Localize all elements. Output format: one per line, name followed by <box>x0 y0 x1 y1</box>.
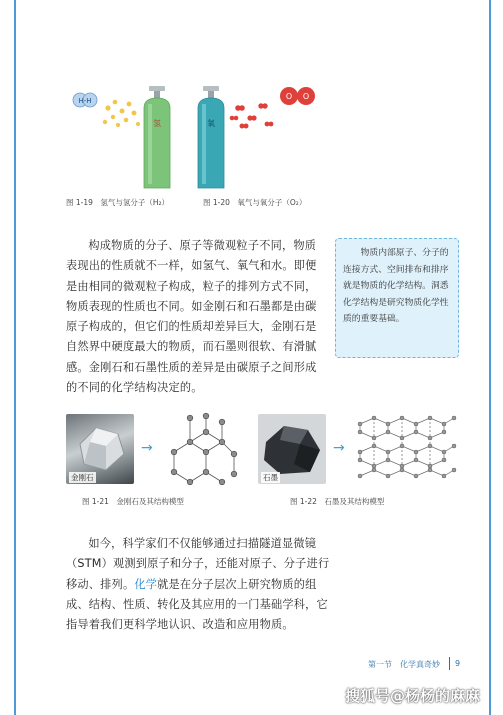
paragraph-structure-properties <box>66 236 322 398</box>
side-note-text: 物质内部原子、分子的连接方式、空间排布和排序就是物质的化学结构。洞悉化学结构是研究物质化学性质的重要基础。 <box>343 248 449 325</box>
diamond-structure-model <box>160 412 240 486</box>
arrow-right-icon: → <box>333 440 345 456</box>
oxygen-cylinder-label: 氧 <box>207 119 215 128</box>
side-note-box <box>335 238 459 358</box>
right-page-rule <box>489 0 491 715</box>
graphite-photo <box>258 414 326 484</box>
paragraph-2 <box>66 534 338 635</box>
hydrogen-cylinder-label: 氢 <box>153 119 161 128</box>
figure-caption-hydrogen: 图 1-19 氢气与氢分子（H₂） <box>66 198 170 207</box>
oxygen-molecule-icon <box>280 87 315 105</box>
diamond-photo-label: 金刚石 <box>71 473 94 482</box>
figure-caption-graphite: 图 1-22 石墨及其结构模型 <box>290 497 385 506</box>
figure-caption-diamond: 图 1-21 金刚石及其结构模型 <box>82 497 184 506</box>
hydrogen-molecule-icon <box>73 93 97 107</box>
oxygen-cylinder <box>198 86 224 188</box>
gas-cylinders-figure <box>66 78 336 193</box>
graphite-photo-label: 石墨 <box>263 473 278 482</box>
diamond-photo <box>66 414 134 484</box>
paragraph-1-text: 构成物质的分子、原子等微观粒子不同，物质表现出的性质就不一样，如氢气、氧气和水。即便是由相同的微观粒子构成，粒子的排列方式不同，物质表现的性质也不同。如金刚石和石墨都是由碳原子构成的，但它们的性质却差异巨大，金刚石是自然界中硬度最大的物质，而石墨则很软、有滑腻感。金刚石和石墨性质的差异是由碳原子之间形成的不同的化学结构决定的。 <box>66 239 317 395</box>
oxygen-atom-label-1: O <box>285 92 293 101</box>
paragraph-chemistry-definition <box>66 534 338 635</box>
left-page-rule <box>14 0 16 715</box>
graphite-structure-model <box>354 410 460 488</box>
arrow-right-icon: → <box>141 440 153 456</box>
oxygen-atom-label-2: O <box>302 92 310 101</box>
footer-section-title: 第一节 化学真奇妙 <box>368 660 440 669</box>
paragraph-2-after: 就是在分子层次上研究物质的组成、结构、性质、转化及其应用的一门基础学科，它指导着我们更科学地认识、改造和应用物质。 <box>66 577 328 632</box>
hydrogen-particle-cloud <box>103 100 140 127</box>
watermark: 搜狐号@杨杨的麻麻 <box>345 687 481 705</box>
keyword-chemistry: 化学 <box>134 577 158 591</box>
paragraph-2-before: 如今，科学家们不仅能够通过扫描隧道显微镜（STM）观测到原子和分子，还能对原子、分子进行移动、排列。 <box>66 537 330 591</box>
footer-divider <box>449 657 450 670</box>
page-number: 9 <box>455 659 461 668</box>
hydrogen-cylinder <box>144 86 170 188</box>
hydrogen-molecule-label: H-H <box>78 97 92 105</box>
oxygen-particle-cloud <box>230 103 274 128</box>
figure-caption-oxygen: 图 1-20 氧气与氧分子（O₂） <box>203 198 307 207</box>
